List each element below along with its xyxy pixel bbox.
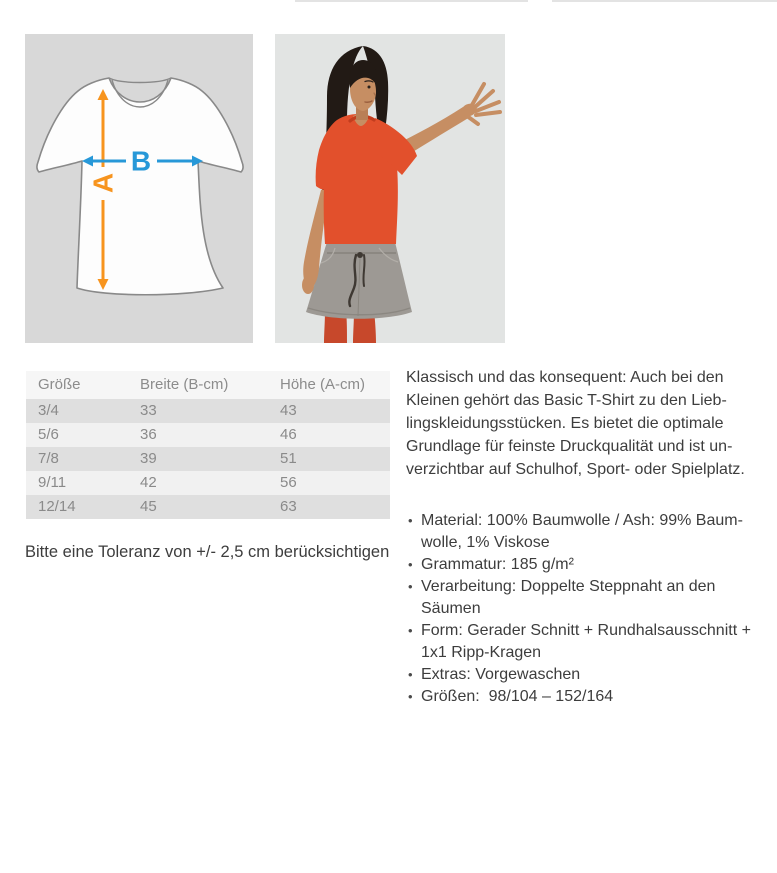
size-table <box>26 371 390 519</box>
top-divider-line <box>552 0 777 2</box>
label-a: A <box>87 172 119 194</box>
column-header-height: Höhe (A-cm) <box>280 376 366 393</box>
column-header-size: Größe <box>38 376 81 393</box>
cell-size: 7/8 <box>38 450 59 467</box>
table-row <box>26 423 390 447</box>
cell-width: 39 <box>140 450 157 467</box>
bullet-icon: • <box>408 689 413 704</box>
feature-grammage: Grammatur: 185 g/m² <box>421 556 574 573</box>
cell-height: 56 <box>280 474 297 491</box>
bullet-icon: • <box>408 557 413 572</box>
feature-material: Material: 100% Baumwolle / Ash: 99% Baumwolle, 1% Viskose <box>421 512 743 551</box>
list-item <box>406 554 752 576</box>
cell-size: 12/14 <box>38 498 76 515</box>
list-item <box>406 576 752 620</box>
size-diagram-panel <box>25 34 253 343</box>
cell-width: 42 <box>140 474 157 491</box>
cell-width: 36 <box>140 426 157 443</box>
label-b: B <box>130 145 152 177</box>
list-item <box>406 664 752 686</box>
cell-height: 51 <box>280 450 297 467</box>
child-model-photo <box>275 34 505 343</box>
cell-height: 46 <box>280 426 297 443</box>
cell-size: 3/4 <box>38 402 59 419</box>
list-item <box>406 620 752 664</box>
table-row <box>26 495 390 519</box>
description-intro: Klassisch und das konsequent: Auch bei den Kleinen gehört das Basic T-Shirt zu den Lieblingskleidungsstücken. Es bietet die optimale Grundlage für feinste Druckqualität und ist unverzichtbar auf Schulhof, Sport- oder Spielplatz. <box>406 369 745 478</box>
product-photo-panel <box>275 34 505 343</box>
product-description <box>406 366 752 708</box>
feature-sizes: Größen: 98/104 – 152/164 <box>421 688 614 705</box>
tolerance-note: Bitte eine Toleranz von +/- 2,5 cm berücksichtigen <box>25 543 390 561</box>
cell-size: 9/11 <box>38 474 67 491</box>
bullet-icon: • <box>408 513 413 528</box>
size-table-header-row <box>26 371 390 399</box>
feature-form: Form: Gerader Schnitt + Rundhalsausschnitt + 1x1 Ripp-Kragen <box>421 622 751 661</box>
table-row <box>26 399 390 423</box>
tshirt-measurement-diagram <box>25 34 253 343</box>
cell-height: 43 <box>280 402 297 419</box>
cell-width: 33 <box>140 402 157 419</box>
bullet-icon: • <box>408 623 413 638</box>
feature-extras: Extras: Vorgewaschen <box>421 666 581 683</box>
cell-height: 63 <box>280 498 297 515</box>
list-item <box>406 686 752 708</box>
tshirt-outline-icon <box>37 78 243 295</box>
feature-workmanship: Verarbeitung: Doppelte Steppnaht an den Säumen <box>421 578 716 617</box>
cell-width: 45 <box>140 498 157 515</box>
column-header-width: Breite (B-cm) <box>140 376 229 393</box>
feature-list <box>406 510 752 708</box>
table-row <box>26 471 390 495</box>
bullet-icon: • <box>408 579 413 594</box>
bullet-icon: • <box>408 667 413 682</box>
list-item <box>406 510 752 554</box>
top-divider-line <box>295 0 528 2</box>
cell-size: 5/6 <box>38 426 59 443</box>
table-row <box>26 447 390 471</box>
